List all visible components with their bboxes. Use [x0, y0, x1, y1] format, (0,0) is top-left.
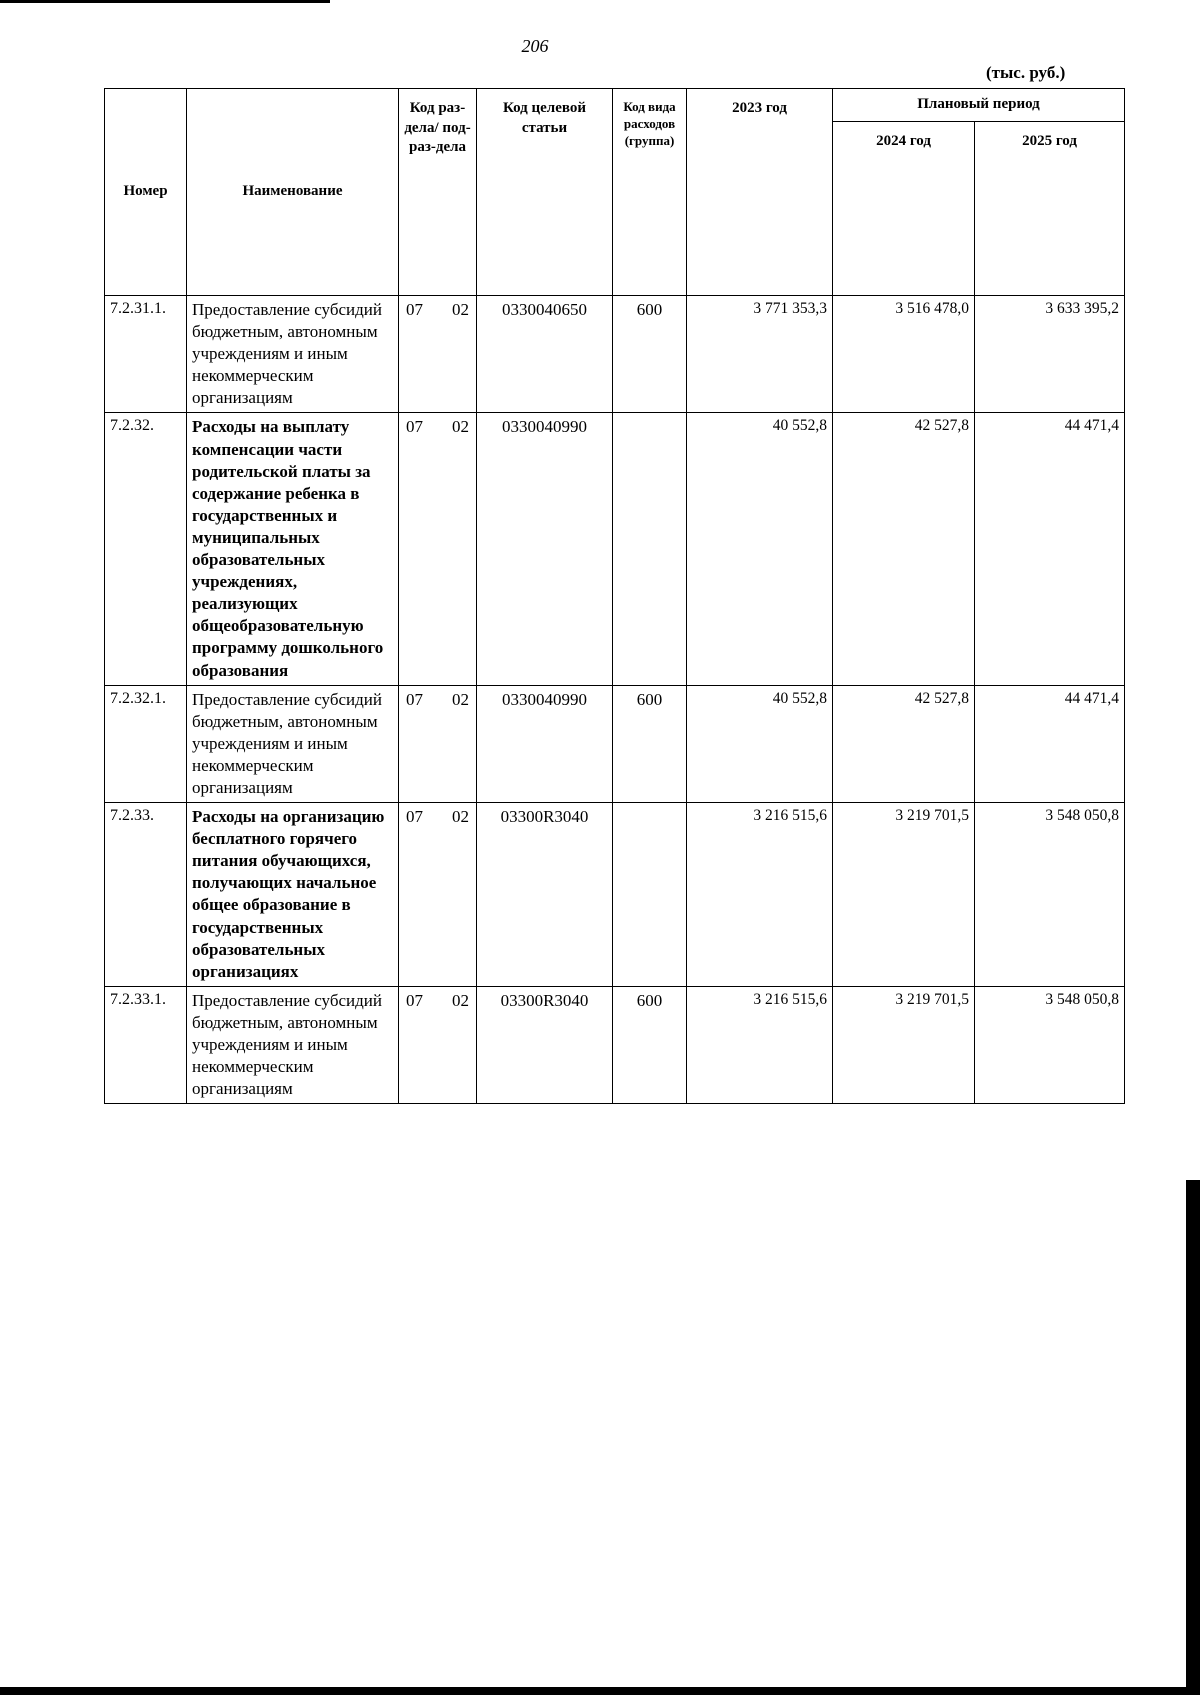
- unit-label: (тыс. руб.): [986, 63, 1066, 82]
- row-2025: 44 471,4: [975, 685, 1125, 802]
- row-section: 07: [406, 807, 423, 827]
- row-target-code: 0330040990: [477, 413, 613, 685]
- scan-edge-right: [1186, 1180, 1200, 1695]
- header-expense: Код вида расходов (группа): [613, 89, 687, 296]
- row-2024: 3 516 478,0: [833, 296, 975, 413]
- row-subsection: 02: [452, 807, 469, 827]
- table-row: [105, 986, 1125, 1103]
- row-name: Предоставление субсидий бюджетным, автономным учреждениям и иным некоммерческим организациям: [187, 296, 399, 413]
- row-expense-code: [613, 803, 687, 987]
- row-section-code: [399, 296, 477, 413]
- row-subsection: 02: [452, 300, 469, 319]
- row-2023: 40 552,8: [687, 685, 833, 802]
- header-2023: 2023 год: [687, 89, 833, 296]
- row-name: Расходы на организацию бесплатного горячего питания обучающихся, получающих начальное общее образование в государственных образовательных организациях: [187, 803, 399, 987]
- row-section-code: [399, 685, 477, 802]
- row-2025: 3 548 050,8: [975, 986, 1125, 1103]
- row-target-code: 03300R3040: [477, 986, 613, 1103]
- row-subsection: 02: [452, 417, 469, 437]
- header-row-1: [105, 89, 1125, 122]
- budget-table: [104, 88, 1125, 1104]
- row-2023: 3 216 515,6: [687, 986, 833, 1103]
- row-2024: 42 527,8: [833, 685, 975, 802]
- row-number: 7.2.32.1.: [105, 685, 187, 802]
- header-target: Код целевой статьи: [477, 89, 613, 296]
- row-2024: 3 219 701,5: [833, 803, 975, 987]
- row-number: 7.2.31.1.: [105, 296, 187, 413]
- row-name: Предоставление субсидий бюджетным, автономным учреждениям и иным некоммерческим организациям: [187, 986, 399, 1103]
- page-number: 206: [521, 36, 549, 56]
- row-section: 07: [406, 300, 423, 319]
- row-subsection: 02: [452, 990, 469, 1010]
- row-expense-code: 600: [613, 296, 687, 413]
- row-2023: 40 552,8: [687, 413, 833, 685]
- row-number: 7.2.32.: [105, 413, 187, 685]
- table-row: [105, 685, 1125, 802]
- header-section: Код раз-дела/ под-раз-дела: [399, 89, 477, 296]
- row-section-code: [399, 986, 477, 1103]
- row-subsection: 02: [452, 689, 469, 709]
- row-section-code: [399, 413, 477, 685]
- table-row: [105, 296, 1125, 413]
- row-2024: 3 219 701,5: [833, 986, 975, 1103]
- header-number: Номер: [105, 89, 187, 296]
- row-name: Предоставление субсидий бюджетным, автономным учреждениям и иным некоммерческим организациям: [187, 685, 399, 802]
- row-section: 07: [406, 689, 423, 709]
- header-2024: 2024 год: [833, 122, 975, 296]
- row-section: 07: [406, 990, 423, 1010]
- row-2025: 44 471,4: [975, 413, 1125, 685]
- row-target-code: 0330040990: [477, 685, 613, 802]
- scan-edge-top: [0, 0, 330, 3]
- header-2025: 2025 год: [975, 122, 1125, 296]
- row-target-code: 0330040650: [477, 296, 613, 413]
- row-expense-code: 600: [613, 986, 687, 1103]
- row-expense-code: 600: [613, 685, 687, 802]
- row-name: Расходы на выплату компенсации части родительской платы за содержание ребенка в государственных и муниципальных образовательных учреждениях, реализующих общеобразовательную программу дошкольного образования: [187, 413, 399, 685]
- scan-edge-bottom: [0, 1687, 1200, 1695]
- row-2025: 3 548 050,8: [975, 803, 1125, 987]
- row-2024: 42 527,8: [833, 413, 975, 685]
- row-number: 7.2.33.: [105, 803, 187, 987]
- row-target-code: 03300R3040: [477, 803, 613, 987]
- row-section-code: [399, 803, 477, 987]
- row-2023: 3 216 515,6: [687, 803, 833, 987]
- header-planned-period: Плановый период: [833, 89, 1125, 122]
- row-2025: 3 633 395,2: [975, 296, 1125, 413]
- header-name: Наименование: [187, 89, 399, 296]
- row-section: 07: [406, 417, 423, 437]
- row-expense-code: [613, 413, 687, 685]
- table-row: [105, 413, 1125, 685]
- row-2023: 3 771 353,3: [687, 296, 833, 413]
- table-row: [105, 803, 1125, 987]
- row-number: 7.2.33.1.: [105, 986, 187, 1103]
